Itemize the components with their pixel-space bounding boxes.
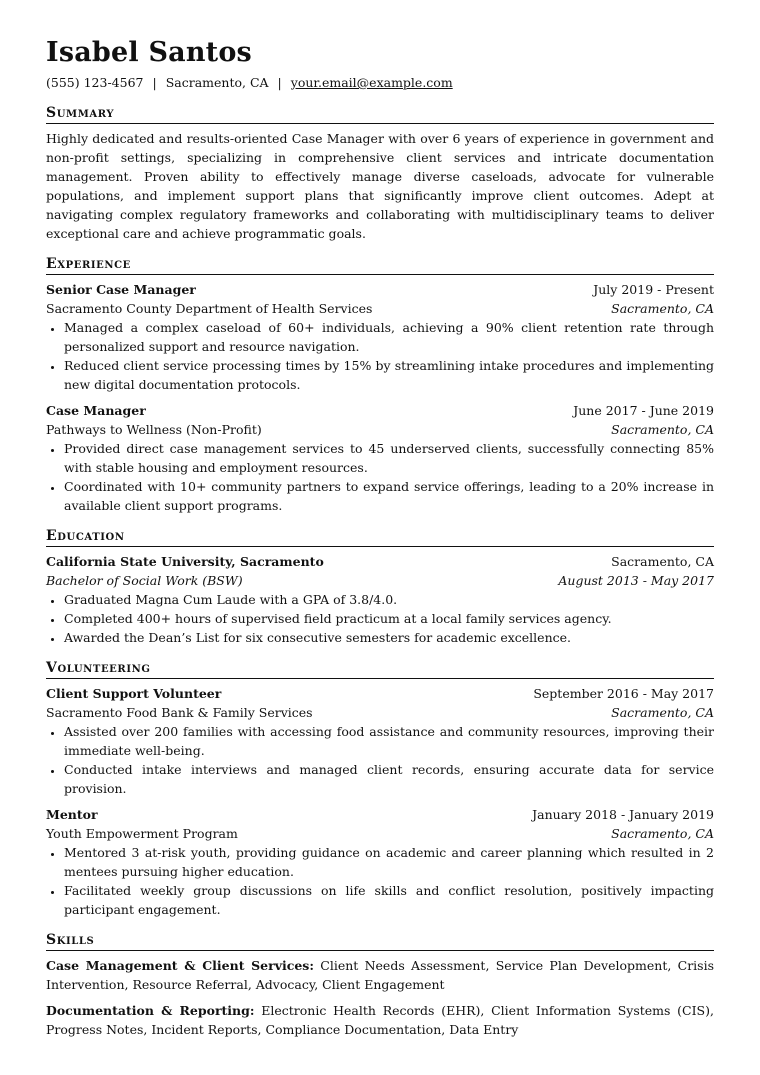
email-link[interactable]: your.email@example.com [290,75,453,90]
experience-entry [46,280,714,394]
bullet-item: • Awarded the Dean’s List for six consecutive semesters for academic excellence. [64,628,714,647]
bullet-list [46,590,714,647]
contact-line [46,74,714,92]
volunteer-location: Sacramento, CA [611,705,714,720]
skill-group-items: Electronic Health Records (EHR), Client Information Systems (CIS), Progress Notes, Incident Reports, Compliance Documentation, Data Entry [46,1003,714,1037]
section-title-volunteering: Volunteering [46,659,714,679]
bullet-list [46,318,714,394]
bullet-item: • Facilitated weekly group discussions on life skills and conflict resolution, positively impacting participant engagement. [64,881,714,919]
skill-group-label: Case Management & Client Services: [46,958,314,973]
degree: Bachelor of Social Work (BSW) [46,573,243,588]
volunteer-location: Sacramento, CA [611,826,714,841]
school-location: Sacramento, CA [611,554,714,569]
education-entry [46,552,714,647]
school-name: California State University, Sacramento [46,554,324,569]
volunteering-entry [46,684,714,798]
experience-section [46,255,714,515]
skills-section [46,931,714,1039]
volunteer-dates: January 2018 - January 2019 [532,807,714,822]
skill-group-items: Client Needs Assessment, Service Plan Development, Crisis Intervention, Resource Referral, Advocacy, Client Engagement [46,958,714,992]
education-dates: August 2013 - May 2017 [558,573,714,588]
volunteer-role: Client Support Volunteer [46,686,222,701]
volunteer-role: Mentor [46,807,98,822]
section-title-skills: Skills [46,931,714,951]
volunteer-org: Sacramento Food Bank & Family Services [46,705,313,720]
job-location: Sacramento, CA [611,301,714,316]
employer: Pathways to Wellness (Non-Profit) [46,422,262,437]
employer: Sacramento County Department of Health Services [46,301,373,316]
job-location: Sacramento, CA [611,422,714,437]
job-dates: July 2019 - Present [593,282,714,297]
bullet-item: • Graduated Magna Cum Laude with a GPA of 3.8/4.0. [64,590,714,609]
section-title-experience: Experience [46,255,714,275]
skill-group-label: Documentation & Reporting: [46,1003,255,1018]
education-section [46,527,714,647]
bullet-item: • Coordinated with 10+ community partners to expand service offerings, leading to a 20% increase in available client support programs. [64,477,714,515]
bullet-item: • Conducted intake interviews and managed client records, ensuring accurate data for service provision. [64,760,714,798]
section-title-summary: Summary [46,104,714,124]
bullet-item: • Mentored 3 at-risk youth, providing guidance on academic and career planning which resulted in 2 mentees pursuing higher education. [64,843,714,881]
skill-group [46,1001,714,1039]
bullet-item: • Provided direct case management services to 45 underserved clients, successfully connecting 85% with stable housing and employment resources. [64,439,714,477]
volunteering-section [46,659,714,919]
experience-entry [46,401,714,515]
job-title: Case Manager [46,403,146,418]
bullet-item: • Managed a complex caseload of 60+ individuals, achieving a 90% client retention rate through personalized support and resource navigation. [64,318,714,356]
separator: | [277,75,282,90]
resume-page [46,36,714,1046]
bullet-list [46,722,714,798]
volunteer-org: Youth Empowerment Program [46,826,238,841]
skill-group [46,956,714,994]
summary-text: Highly dedicated and results-oriented Case Manager with over 6 years of experience in government and non-profit settings, specializing in comprehensive client services and intricate documentation management. Proven ability to effectively manage diverse caseloads, advocate for vulnerable populations, and implement support plans that significantly improve client outcomes. Adept at navigating complex regulatory frameworks and collaborating with multidisciplinary teams to deliver exceptional care and achieve programmatic goals. [46,131,714,241]
job-title: Senior Case Manager [46,282,196,297]
volunteer-dates: September 2016 - May 2017 [533,686,714,701]
candidate-name: Isabel Santos [46,37,252,68]
phone-number: (555) 123-4567 [46,75,144,90]
bullet-list [46,439,714,515]
bullet-item: • Assisted over 200 families with accessing food assistance and community resources, improving their immediate well-being. [64,722,714,760]
section-title-education: Education [46,527,714,547]
location: Sacramento, CA [165,75,269,90]
bullet-item: • Completed 400+ hours of supervised field practicum at a local family services agency. [64,609,714,628]
volunteering-entry [46,805,714,919]
bullet-list [46,843,714,919]
bullet-item: • Reduced client service processing times by 15% by streamlining intake procedures and implementing new digital documentation protocols. [64,356,714,394]
job-dates: June 2017 - June 2019 [573,403,714,418]
summary-section [46,104,714,243]
separator: | [152,75,157,90]
